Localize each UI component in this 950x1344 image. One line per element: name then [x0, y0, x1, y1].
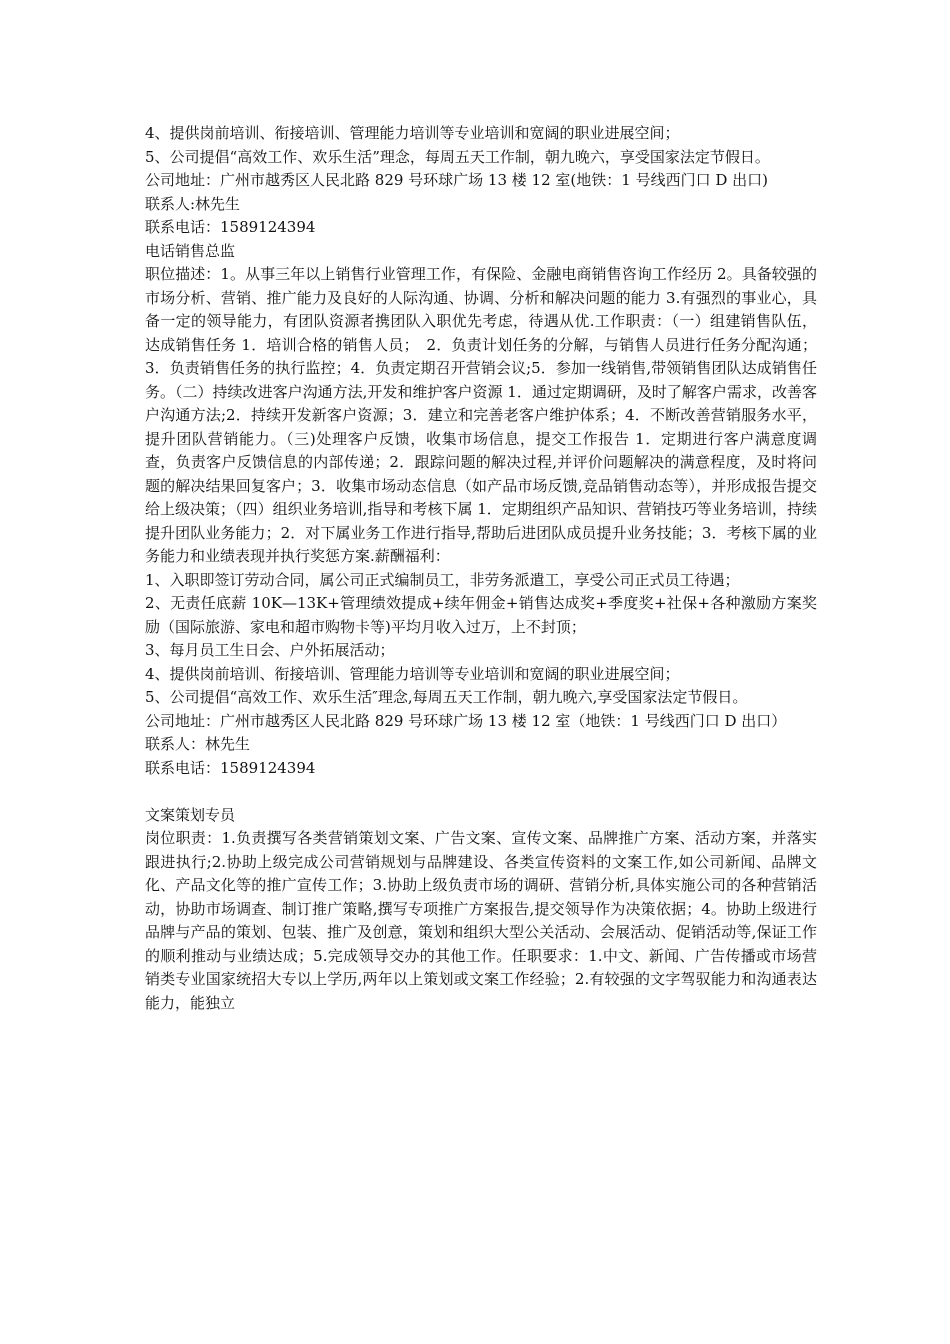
- paragraph-spacer: [145, 780, 817, 804]
- company-address: 公司地址：广州市越秀区人民北路 829 号环球广场 13 楼 12 室(地铁：1 号线西门口 D 出口): [145, 171, 768, 189]
- job-description-telesales-director: 职位描述：1。从事三年以上销售行业管理工作，有保险、金融电商销售咨询工作经历 2。具备较强的市场分析、营销、推广能力及良好的人际沟通、协调、分析和解决问题的能力 3.有强烈的事业心，具备一定的领导能力，有团队资源者携团队入职优先考虑，待遇从优.工作职责：（一）组建销售队伍，达成销售任务 1．培训合格的销售人员； 2．负责计划任务的分解，与销售人员进行任务分配沟通；3．负责销售任务的执行监控；4．负责定期召开营销会议;5．参加一线销售,带领销售团队达成销售任务。（二）持续改进客户沟通方法,开发和维护客户资源 1．通过定期调研，及时了解客户需求，改善客户沟通方法;2．持续开发新客户资源；3．建立和完善老客户维护体系；4．不断改善营销服务水平，提升团队营销能力。（三)处理客户反馈，收集市场信息，提交工作报告 1．定期进行客户满意度调查，负责客户反馈信息的内部传递；2．跟踪问题的解决过程,并评价问题解决的满意程度，及时将问题的解决结果回复客户；3．收集市场动态信息（如产品市场反馈,竞品销售动态等），并形成报告提交给上级决策；（四）组织业务培训,指导和考核下属 1．定期组织产品知识、营销技巧等业务培训，持续提升团队业务能力；2．对下属业务工作进行指导,帮助后进团队成员提升业务技能；3．考核下属的业务能力和业绩表现并执行奖惩方案.薪酬福利：: [145, 265, 817, 565]
- benefit-workday: 5、公司提倡“高效工作、欢乐生活”理念，每周五天工作制，朝九晚六，享受国家法定节假日。: [145, 147, 770, 166]
- benefit-salary: 2、无责任底薪 10K—13K+管理绩效提成+续年佣金+销售达成奖+季度奖+社保+各种激励方案奖励（国际旅游、家电和超市购物卡等)平均月收入过万，上不封顶；: [145, 594, 817, 636]
- benefit-training: 4、提供岗前培训、衔接培训、管理能力培训等专业培训和宽阔的职业进展空间；: [145, 664, 680, 683]
- benefit-workday: 5、公司提倡“高效工作、欢乐生活″理念,每周五天工作制，朝九晚六,享受国家法定节假日。: [145, 688, 748, 706]
- benefit-training: 4、提供岗前培训、衔接培训、管理能力培训等专业培训和宽阔的职业进展空间；: [145, 124, 680, 142]
- contact-person: 联系人：林先生: [145, 735, 251, 753]
- company-address: 公司地址：广州市越秀区人民北路 829 号环球广场 13 楼 12 室（地铁：1 号线西门口 D 出口）: [145, 711, 787, 730]
- job-title-copywriter: 文案策划专员: [145, 805, 236, 824]
- contact-phone: 联系电话：1589124394: [145, 218, 316, 236]
- benefit-contract: 1、入职即签订劳动合同，属公司正式编制员工，非劳务派遣工，享受公司正式员工待遇；: [145, 570, 740, 589]
- contact-person: 联系人:林先生: [145, 194, 241, 213]
- document-page: [145, 122, 817, 1015]
- job-description-copywriter: 岗位职责：1.负责撰写各类营销策划文案、广告文案、宣传文案、品牌推广方案、活动方案，并落实跟进执行;2.协助上级完成公司营销规划与品牌建设、各类宣传资料的文案工作,如公司新闻、品牌文化、产品文化等的推广宣传工作；3.协助上级负责市场的调研、营销分析,具体实施公司的各种营销活动，协助市场调查、制订推广策略,撰写专项推广方案报告,提交领导作为决策依据；4。协助上级进行品牌与产品的策划、包装、推广及创意，策划和组织大型公关活动、会展活动、促销活动等,保证工作的顺利推动与业绩达成；5.完成领导交办的其他工作。任职要求：1.中文、新闻、广告传播或市场营销类专业国家统招大专以上学历,两年以上策划或文案工作经验；2.有较强的文字驾驭能力和沟通表达能力，能独立: [145, 829, 817, 1012]
- benefit-activities: 3、每月员工生日会、户外拓展活动；: [145, 641, 395, 659]
- contact-phone: 联系电话：1589124394: [145, 758, 316, 777]
- job-title-telesales-director: 电话销售总监: [145, 241, 236, 260]
